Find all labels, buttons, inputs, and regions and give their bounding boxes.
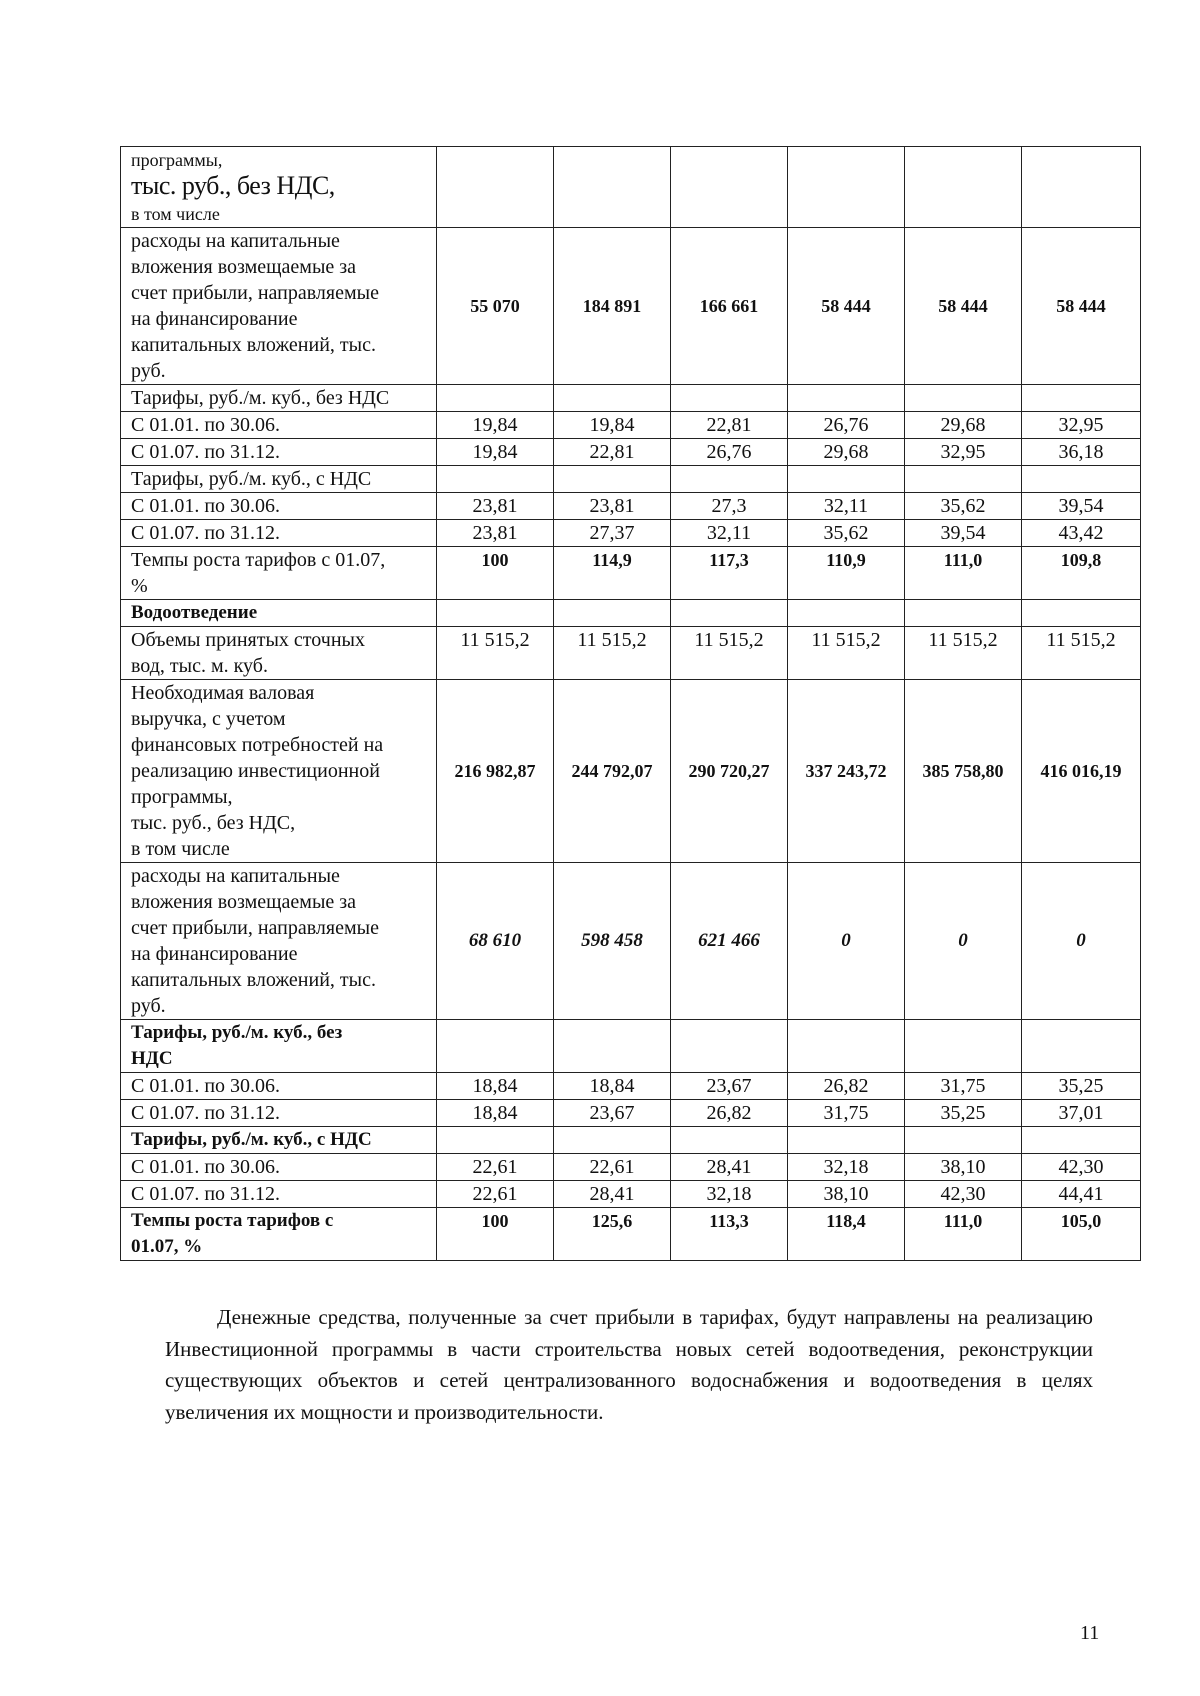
empty-cell — [905, 1127, 1022, 1154]
row-label — [121, 147, 437, 228]
row-label — [121, 1208, 437, 1261]
value-cell: 23,81 — [437, 493, 554, 520]
label-line: вод, тыс. м. куб. — [131, 655, 268, 677]
value-cell: 22,81 — [554, 439, 671, 466]
value-cell: 0 — [788, 863, 905, 1020]
row-label — [121, 1073, 437, 1100]
value-cell: 26,76 — [788, 412, 905, 439]
label-line: % — [131, 575, 148, 597]
value-cell: 166 661 — [671, 228, 788, 385]
table-row — [121, 627, 1141, 680]
label-line: счет прибыли, направляемые — [131, 282, 379, 304]
row-label — [121, 680, 437, 863]
table-row — [121, 1127, 1141, 1154]
label-line: выручка, с учетом — [131, 708, 286, 730]
value-cell: 26,82 — [788, 1073, 905, 1100]
value-cell: 184 891 — [554, 228, 671, 385]
label-line: С 01.07. по 31.12. — [131, 522, 281, 544]
value-cell: 11 515,2 — [788, 627, 905, 680]
empty-cell — [554, 385, 671, 412]
table-row — [121, 385, 1141, 412]
label-line: программы, — [131, 786, 233, 808]
table-row — [121, 680, 1141, 863]
label-line: вложения возмещаемые за — [131, 256, 357, 278]
value-cell: 22,61 — [437, 1181, 554, 1208]
value-cell: 23,67 — [671, 1073, 788, 1100]
value-cell: 29,68 — [788, 439, 905, 466]
table-row — [121, 1073, 1141, 1100]
table-row — [121, 600, 1141, 627]
label-line: С 01.07. по 31.12. — [131, 1102, 281, 1124]
empty-cell — [788, 466, 905, 493]
label-line: на финансирование — [131, 308, 298, 330]
value-cell: 100 — [437, 1208, 554, 1261]
label-line: С 01.07. по 31.12. — [131, 441, 281, 463]
row-label — [121, 466, 437, 493]
table-row — [121, 1154, 1141, 1181]
value-cell: 19,84 — [437, 439, 554, 466]
empty-cell — [905, 147, 1022, 228]
value-cell: 109,8 — [1022, 547, 1141, 600]
empty-cell — [788, 147, 905, 228]
value-cell: 23,81 — [437, 520, 554, 547]
value-cell: 35,62 — [905, 493, 1022, 520]
value-cell: 598 458 — [554, 863, 671, 1020]
label-line: С 01.07. по 31.12. — [131, 1183, 281, 1205]
value-cell: 38,10 — [905, 1154, 1022, 1181]
table-row — [121, 1020, 1141, 1073]
value-cell: 11 515,2 — [437, 627, 554, 680]
label-line: вложения возмещаемые за — [131, 891, 357, 913]
value-cell: 26,82 — [671, 1100, 788, 1127]
empty-cell — [437, 147, 554, 228]
value-cell: 100 — [437, 547, 554, 600]
value-cell: 125,6 — [554, 1208, 671, 1261]
label-line: тыс. руб., без НДС, — [131, 812, 296, 834]
value-cell: 22,61 — [554, 1154, 671, 1181]
value-cell: 27,37 — [554, 520, 671, 547]
value-cell: 117,3 — [671, 547, 788, 600]
row-label — [121, 863, 437, 1020]
empty-cell — [554, 147, 671, 228]
empty-cell — [437, 466, 554, 493]
value-cell: 118,4 — [788, 1208, 905, 1261]
empty-cell — [671, 600, 788, 627]
value-cell: 111,0 — [905, 547, 1022, 600]
value-cell: 35,62 — [788, 520, 905, 547]
value-cell: 18,84 — [554, 1073, 671, 1100]
value-cell: 22,81 — [671, 412, 788, 439]
table-row — [121, 466, 1141, 493]
value-cell: 621 466 — [671, 863, 788, 1020]
value-cell: 23,81 — [554, 493, 671, 520]
row-label — [121, 1020, 437, 1073]
label-line: 01.07, % — [131, 1236, 203, 1257]
label-line: на финансирование — [131, 943, 298, 965]
label-line: Необходимая валовая — [131, 682, 315, 704]
value-cell: 105,0 — [1022, 1208, 1141, 1261]
value-cell: 11 515,2 — [905, 627, 1022, 680]
value-cell: 290 720,27 — [671, 680, 788, 863]
empty-cell — [905, 600, 1022, 627]
empty-cell — [437, 385, 554, 412]
empty-cell — [437, 1020, 554, 1073]
row-label — [121, 385, 437, 412]
empty-cell — [437, 1127, 554, 1154]
label-line: НДС — [131, 1048, 173, 1069]
empty-cell — [554, 466, 671, 493]
label-line: финансовых потребностей на — [131, 734, 384, 756]
value-cell: 11 515,2 — [1022, 627, 1141, 680]
row-label — [121, 600, 437, 627]
label-line: в том числе — [131, 838, 230, 860]
value-cell: 32,18 — [671, 1181, 788, 1208]
value-cell: 337 243,72 — [788, 680, 905, 863]
row-label — [121, 493, 437, 520]
value-cell: 42,30 — [905, 1181, 1022, 1208]
value-cell: 58 444 — [905, 228, 1022, 385]
empty-cell — [671, 1020, 788, 1073]
value-cell: 111,0 — [905, 1208, 1022, 1261]
empty-cell — [554, 1020, 671, 1073]
value-cell: 416 016,19 — [1022, 680, 1141, 863]
value-cell: 0 — [1022, 863, 1141, 1020]
value-cell: 110,9 — [788, 547, 905, 600]
label-line: Объемы принятых сточных — [131, 629, 365, 651]
label-line: Тарифы, руб./м. куб., без — [131, 1022, 343, 1043]
table-row — [121, 412, 1141, 439]
value-cell: 35,25 — [905, 1100, 1022, 1127]
row-label — [121, 520, 437, 547]
row-label — [121, 627, 437, 680]
row-label — [121, 439, 437, 466]
value-cell: 68 610 — [437, 863, 554, 1020]
label-line: руб. — [131, 995, 166, 1017]
label-line: Темпы роста тарифов с 01.07, — [131, 549, 386, 571]
value-cell: 55 070 — [437, 228, 554, 385]
label-line: капитальных вложений, тыс. — [131, 334, 376, 356]
value-cell: 385 758,80 — [905, 680, 1022, 863]
empty-cell — [1022, 1127, 1141, 1154]
value-cell: 19,84 — [437, 412, 554, 439]
value-cell: 44,41 — [1022, 1181, 1141, 1208]
table-row — [121, 1208, 1141, 1261]
value-cell: 18,84 — [437, 1073, 554, 1100]
value-cell: 37,01 — [1022, 1100, 1141, 1127]
value-cell: 26,76 — [671, 439, 788, 466]
label-line: в том числе — [131, 204, 220, 224]
row-label — [121, 1100, 437, 1127]
row-label — [121, 412, 437, 439]
label-line: программы, — [131, 150, 223, 170]
empty-cell — [1022, 466, 1141, 493]
empty-cell — [905, 385, 1022, 412]
value-cell: 0 — [905, 863, 1022, 1020]
value-cell: 32,11 — [671, 520, 788, 547]
empty-cell — [1022, 385, 1141, 412]
value-cell: 31,75 — [788, 1100, 905, 1127]
table-row — [121, 863, 1141, 1020]
label-line: С 01.01. по 30.06. — [131, 1075, 281, 1097]
table-row — [121, 547, 1141, 600]
value-cell: 244 792,07 — [554, 680, 671, 863]
value-cell: 11 515,2 — [671, 627, 788, 680]
value-cell: 28,41 — [671, 1154, 788, 1181]
value-cell: 32,95 — [905, 439, 1022, 466]
table-row — [121, 228, 1141, 385]
table-row — [121, 439, 1141, 466]
row-label — [121, 228, 437, 385]
empty-cell — [554, 1127, 671, 1154]
label-line: Водоотведение — [131, 602, 258, 623]
value-cell: 27,3 — [671, 493, 788, 520]
label-line: С 01.01. по 30.06. — [131, 414, 281, 436]
value-cell: 32,18 — [788, 1154, 905, 1181]
label-line: счет прибыли, направляемые — [131, 917, 379, 939]
value-cell: 29,68 — [905, 412, 1022, 439]
value-cell: 11 515,2 — [554, 627, 671, 680]
label-line: расходы на капитальные — [131, 230, 340, 252]
row-label — [121, 547, 437, 600]
empty-cell — [1022, 600, 1141, 627]
table-row — [121, 520, 1141, 547]
label-line: реализацию инвестиционной — [131, 760, 380, 782]
label-line: тыс. руб., без НДС, — [131, 171, 335, 200]
value-cell: 58 444 — [788, 228, 905, 385]
empty-cell — [905, 1020, 1022, 1073]
value-cell: 39,54 — [905, 520, 1022, 547]
page-number: 11 — [1080, 1622, 1100, 1644]
table-row — [121, 1181, 1141, 1208]
value-cell: 32,11 — [788, 493, 905, 520]
label-line: Темпы роста тарифов с — [131, 1210, 334, 1231]
value-cell: 58 444 — [1022, 228, 1141, 385]
empty-cell — [788, 1020, 905, 1073]
empty-cell — [671, 147, 788, 228]
row-label — [121, 1127, 437, 1154]
empty-cell — [1022, 1020, 1141, 1073]
table-row — [121, 493, 1141, 520]
empty-cell — [671, 1127, 788, 1154]
empty-cell — [905, 466, 1022, 493]
value-cell: 28,41 — [554, 1181, 671, 1208]
empty-cell — [788, 385, 905, 412]
label-line: капитальных вложений, тыс. — [131, 969, 376, 991]
label-line: расходы на капитальные — [131, 865, 340, 887]
value-cell: 23,67 — [554, 1100, 671, 1127]
value-cell: 22,61 — [437, 1154, 554, 1181]
value-cell: 36,18 — [1022, 439, 1141, 466]
value-cell: 216 982,87 — [437, 680, 554, 863]
value-cell: 31,75 — [905, 1073, 1022, 1100]
label-line: С 01.01. по 30.06. — [131, 495, 281, 517]
label-line: Тарифы, руб./м. куб., без НДС — [131, 387, 390, 409]
value-cell: 114,9 — [554, 547, 671, 600]
empty-cell — [1022, 147, 1141, 228]
body-paragraph — [165, 1302, 1093, 1428]
tariff-table — [120, 146, 1141, 1261]
value-cell: 113,3 — [671, 1208, 788, 1261]
table-row — [121, 147, 1141, 228]
value-cell: 38,10 — [788, 1181, 905, 1208]
value-cell: 18,84 — [437, 1100, 554, 1127]
empty-cell — [437, 600, 554, 627]
label-line: руб. — [131, 360, 166, 382]
value-cell: 42,30 — [1022, 1154, 1141, 1181]
row-label — [121, 1154, 437, 1181]
label-line: С 01.01. по 30.06. — [131, 1156, 281, 1178]
table-row — [121, 1100, 1141, 1127]
empty-cell — [788, 600, 905, 627]
value-cell: 19,84 — [554, 412, 671, 439]
value-cell: 43,42 — [1022, 520, 1141, 547]
empty-cell — [788, 1127, 905, 1154]
paragraph-text: Денежные средства, полученные за счет прибыли в тарифах, будут направлены на реализацию Инвестиционной программы в части строительства новых сетей водоотведения, реконструкции существующих объектов и сетей централизованного водоснабжения и водоотведения в целях увеличения их мощности и производительности. — [165, 1305, 1093, 1424]
row-label — [121, 1181, 437, 1208]
empty-cell — [671, 466, 788, 493]
label-line: Тарифы, руб./м. куб., с НДС — [131, 468, 372, 490]
value-cell: 39,54 — [1022, 493, 1141, 520]
value-cell: 35,25 — [1022, 1073, 1141, 1100]
empty-cell — [671, 385, 788, 412]
label-line: Тарифы, руб./м. куб., с НДС — [131, 1129, 372, 1150]
value-cell: 32,95 — [1022, 412, 1141, 439]
empty-cell — [554, 600, 671, 627]
